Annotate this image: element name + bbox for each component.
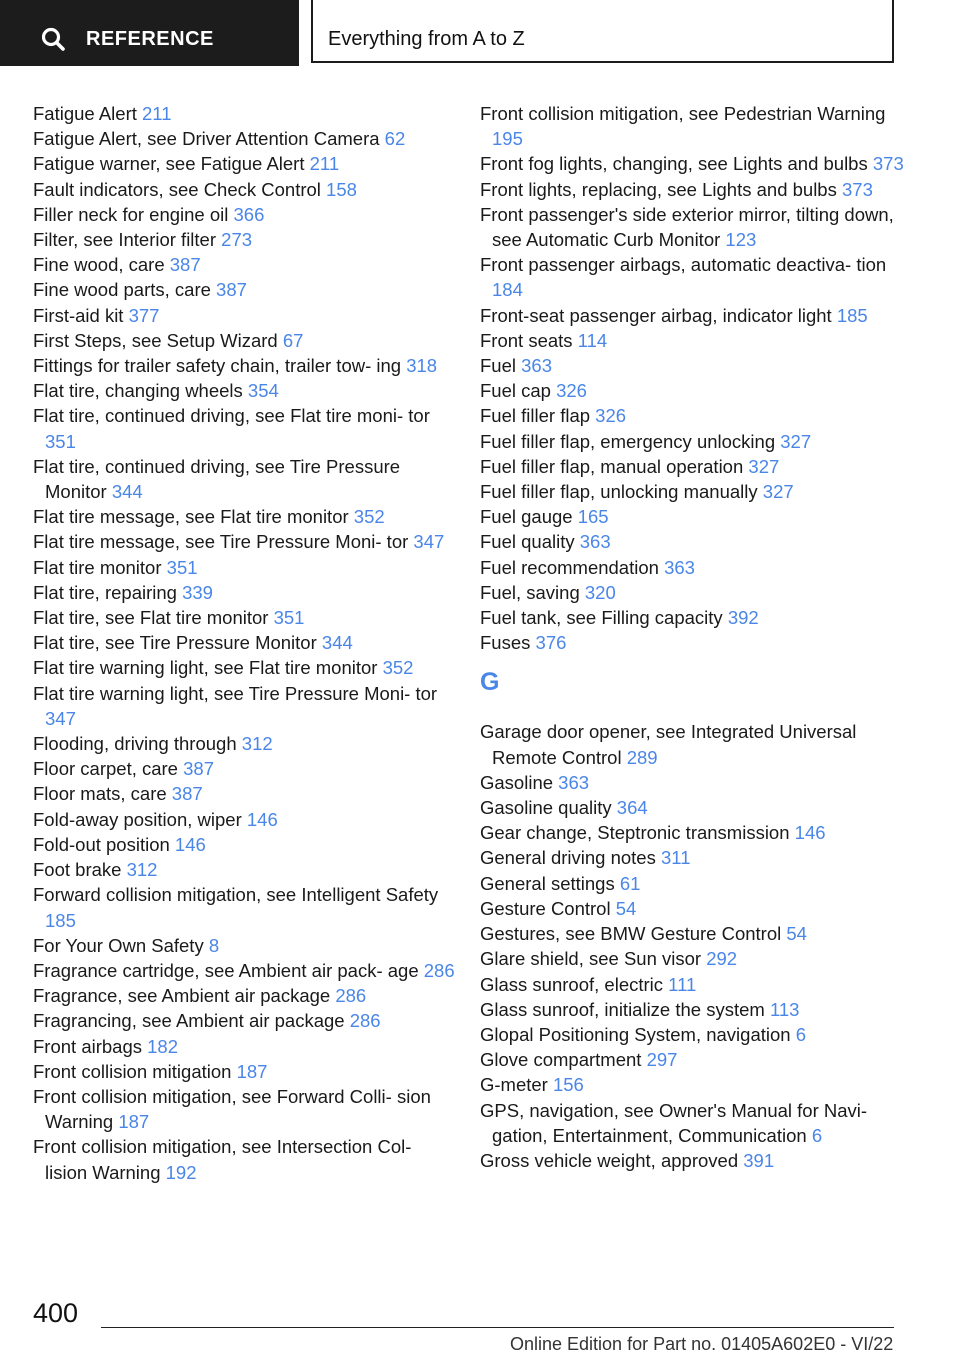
page-link[interactable]: 286 (349, 1010, 381, 1032)
index-entry-text: Fuel filler flap, emergency unlocking (480, 430, 776, 452)
index-entry (33, 403, 458, 453)
page-link[interactable]: 318 (406, 355, 438, 377)
index-entry-text: Gasoline quality (480, 797, 612, 819)
index-entry-text: GPS, navigation, see Owner's Manual for Navi‐ gation, Entertainment, Communication (480, 1099, 868, 1146)
page-link[interactable]: 8 (208, 934, 220, 956)
index-entry (480, 1072, 910, 1097)
index-entry (33, 504, 458, 529)
page-link[interactable]: 364 (616, 797, 648, 819)
index-entry-text: Fuel (480, 355, 516, 377)
index-entry-text: Fatigue warner, see Fatigue Alert (33, 153, 305, 175)
index-entry (33, 882, 458, 932)
page-link[interactable]: 286 (423, 959, 455, 981)
index-entry (33, 454, 458, 504)
page-link[interactable]: 327 (762, 481, 794, 503)
index-entry (33, 529, 458, 554)
index-entry (33, 580, 458, 605)
index-group-g (480, 719, 910, 1173)
index-entry (33, 731, 458, 756)
page-link[interactable]: 327 (748, 455, 780, 477)
index-entry (480, 1148, 910, 1173)
index-entry-text: Fragrancing, see Ambient air package (33, 1010, 345, 1032)
index-entry-text: Filter, see Interior filter (33, 229, 217, 251)
index-entry-text: Front lights, replacing, see Lights and bulbs (480, 178, 837, 200)
index-column-left (33, 101, 458, 1185)
index-entry-text: Fold-out position (33, 833, 170, 855)
index-entry (33, 857, 458, 882)
index-entry-text: Front-seat passenger airbag, indicator light (480, 304, 832, 326)
page-link[interactable]: 211 (309, 153, 340, 175)
page-link[interactable]: 111 (668, 973, 697, 995)
page-link[interactable]: 146 (174, 833, 206, 855)
index-entry (33, 807, 458, 832)
index-entry (480, 820, 910, 845)
page-link[interactable]: 156 (552, 1074, 584, 1096)
page-link[interactable]: 344 (321, 632, 353, 654)
index-entry (33, 202, 458, 227)
search-icon (40, 26, 66, 52)
index-entry-text: Front passenger's side exterior mirror, tilting down, see Automatic Curb Monitor (480, 203, 894, 251)
index-entry (480, 770, 910, 795)
index-entry (480, 605, 910, 630)
index-entry (33, 1134, 458, 1184)
index-entry-text: Fuel gauge (480, 506, 573, 528)
page-link[interactable]: 114 (577, 329, 608, 351)
index-entry-text: Front airbags (33, 1035, 142, 1057)
index-entry (33, 252, 458, 277)
page-link[interactable]: 158 (326, 178, 357, 200)
page-link[interactable]: 113 (769, 998, 800, 1020)
page-link[interactable]: 326 (556, 380, 587, 402)
page-link[interactable]: 363 (521, 355, 553, 377)
index-entry (33, 1034, 458, 1059)
index-entry (480, 845, 910, 870)
page-link[interactable]: 320 (584, 581, 616, 603)
index-entry-text: Fuel, saving (480, 581, 580, 603)
index-entry-text: Fuel filler flap, unlocking manually (480, 481, 758, 503)
index-entry-text: Fine wood, care (33, 254, 165, 276)
page-link[interactable]: 289 (626, 746, 658, 768)
page-link[interactable]: 373 (872, 153, 904, 175)
edition-note: Online Edition for Part no. 01405A602E0 - VI/22 (510, 1334, 894, 1354)
index-entry-text: Fatigue Alert, see Driver Attention Camera (33, 128, 380, 150)
index-entry (33, 555, 458, 580)
index-entry (33, 958, 458, 983)
index-entry-text: Fragrance, see Ambient air package (33, 985, 331, 1007)
index-entry-text: G-meter (480, 1074, 548, 1096)
index-entry-text: General settings (480, 872, 615, 894)
index-entry (33, 781, 458, 806)
index-entry (33, 151, 458, 176)
index-entry-text: Fuel filler flap (480, 405, 591, 427)
page-link[interactable]: 363 (664, 556, 695, 578)
index-entry (33, 1008, 458, 1033)
page-link[interactable]: 297 (646, 1049, 678, 1071)
index-entry-text: Flat tire warning light, see Flat tire monitor (33, 657, 378, 679)
index-entry-text: Fatigue Alert (33, 103, 137, 124)
reference-tab-label: REFERENCE (86, 28, 214, 50)
index-entry (480, 429, 910, 454)
index-entry (33, 655, 458, 680)
index-entry-text: General driving notes (480, 847, 656, 869)
index-entry (480, 1022, 910, 1047)
index-entry (480, 454, 910, 479)
index-entry-text: Front passenger airbags, automatic deactiva‐ tion (480, 254, 887, 276)
index-entry-text: Fragrance cartridge, see Ambient air pack‐ age (33, 959, 419, 981)
page-link[interactable]: 363 (558, 771, 590, 793)
index-entry (33, 277, 458, 302)
index-entry (480, 252, 910, 302)
footer-divider (101, 1327, 894, 1328)
index-entry-text: Flat tire warning light, see Tire Pressure Moni‐ tor (33, 682, 438, 704)
index-entry (33, 983, 458, 1008)
page-link[interactable]: 292 (706, 948, 738, 970)
index-entry (480, 1047, 910, 1072)
index-entry-text: Gesture Control (480, 897, 611, 919)
index-entry-text: Front collision mitigation, see Forward Colli‐ sion Warning (33, 1085, 431, 1133)
page-link[interactable]: 312 (241, 733, 273, 755)
index-entry-text: Front collision mitigation (33, 1060, 232, 1082)
index-entry-text: Flat tire monitor (33, 556, 162, 578)
index-entry-text: Floor mats, care (33, 783, 167, 805)
page-link[interactable]: 387 (183, 758, 214, 780)
page-link[interactable]: 67 (282, 329, 304, 351)
page-link[interactable]: 62 (384, 128, 406, 150)
index-entry-text: Fault indicators, see Check Control (33, 178, 321, 200)
index-entry-text: Floor carpet, care (33, 758, 178, 780)
page-link[interactable]: 182 (147, 1035, 179, 1057)
page-link[interactable]: 387 (171, 783, 203, 805)
page-link[interactable]: 351 (45, 430, 76, 452)
index-entry-text: Glopal Positioning System, navigation (480, 1023, 791, 1045)
index-entry-text: Glass sunroof, initialize the system (480, 998, 765, 1020)
index-column-right (480, 101, 910, 1173)
index-entry (33, 101, 458, 126)
index-entry (480, 403, 910, 428)
page-link[interactable]: 123 (725, 229, 757, 251)
index-entry (33, 933, 458, 958)
page-link[interactable]: 391 (743, 1149, 775, 1171)
index-entry (480, 871, 910, 896)
index-entry (480, 529, 910, 554)
page-link[interactable]: 366 (233, 203, 265, 225)
index-entry (33, 605, 458, 630)
index-entry (480, 972, 910, 997)
page-link[interactable]: 187 (236, 1060, 268, 1082)
index-entry (480, 555, 910, 580)
index-entry (33, 378, 458, 403)
page-link[interactable]: 352 (382, 657, 414, 679)
index-entry (33, 177, 458, 202)
index-entry (33, 303, 458, 328)
page-link[interactable]: 195 (492, 128, 523, 150)
index-entry (480, 202, 910, 252)
index-entry (480, 719, 910, 769)
index-entry-text: First-aid kit (33, 304, 124, 326)
index-entry (480, 921, 910, 946)
index-entry (480, 328, 910, 353)
index-entry (480, 997, 910, 1022)
index-entry-text: Forward collision mitigation, see Intelligent Safety (33, 884, 439, 906)
page-header (0, 0, 960, 66)
index-entry (33, 353, 458, 378)
index-entry-text: Front collision mitigation, see Pedestrian Warning (480, 103, 886, 124)
page-number: 400 (33, 1298, 79, 1328)
index-entry-text: Garage door opener, see Integrated Universal Remote Control (480, 721, 857, 768)
index-entry (480, 580, 910, 605)
index-entry-text: Gear change, Steptronic transmission (480, 822, 790, 844)
index-entry (480, 177, 910, 202)
index-entry (480, 378, 910, 403)
index-entry (33, 227, 458, 252)
index-entry-text: Flooding, driving through (33, 733, 237, 755)
index-entry (480, 896, 910, 921)
page-link[interactable]: 184 (492, 279, 523, 301)
index-entry-text: Fittings for trailer safety chain, trailer tow‐ ing (33, 355, 402, 377)
index-entry-text: Flat tire, repairing (33, 581, 177, 603)
page-link[interactable]: 311 (661, 847, 691, 869)
page-link[interactable]: 392 (727, 607, 759, 629)
index-entry-text: Front collision mitigation, see Intersection Col‐ lision Warning (33, 1136, 412, 1183)
index-entry-text: For Your Own Safety (33, 934, 204, 956)
page-link[interactable]: 146 (246, 808, 278, 830)
index-entry-text: Fine wood parts, care (33, 279, 211, 301)
index-entry (480, 479, 910, 504)
page-link[interactable]: 387 (216, 279, 247, 301)
index-entry (480, 101, 910, 151)
index-group-f (480, 101, 910, 655)
index-entry-text: Flat tire, changing wheels (33, 380, 243, 402)
page-link[interactable]: 185 (836, 304, 868, 326)
index-entry-text: Fuel tank, see Filling capacity (480, 607, 723, 629)
index-entry (480, 303, 910, 328)
page-link[interactable]: 363 (579, 531, 611, 553)
section-title: Everything from A to Z (328, 28, 525, 50)
page-link[interactable]: 347 (413, 531, 445, 553)
index-entry (480, 353, 910, 378)
index-entry (33, 1059, 458, 1084)
index-entry-text: Glare shield, see Sun visor (480, 948, 702, 970)
index-entry-text: Flat tire, see Tire Pressure Monitor (33, 632, 317, 654)
page-link[interactable]: 352 (353, 506, 385, 528)
index-entry-text: Fuses (480, 632, 531, 654)
reference-tab[interactable] (0, 0, 299, 66)
index-entry-text: Front seats (480, 329, 573, 351)
page-link[interactable]: 351 (273, 607, 305, 629)
page-link[interactable]: 312 (126, 859, 158, 881)
index-entry-text: Flat tire message, see Tire Pressure Moni‐ tor (33, 531, 409, 553)
index-entry-text: Gestures, see BMW Gesture Control (480, 923, 782, 945)
page-link[interactable]: 61 (619, 872, 641, 894)
section-letter-g: G (480, 668, 500, 697)
index-entry (33, 630, 458, 655)
index-entry (33, 756, 458, 781)
index-entry (33, 681, 458, 731)
page-link[interactable]: 373 (842, 178, 873, 200)
page-link[interactable]: 376 (535, 632, 567, 654)
index-entry-text: Fold-away position, wiper (33, 808, 242, 830)
page-link[interactable]: 185 (45, 909, 76, 931)
page-link[interactable]: 6 (811, 1124, 823, 1146)
index-entry-text: First Steps, see Setup Wizard (33, 329, 278, 351)
index-entry (480, 795, 910, 820)
index-entry (480, 630, 910, 655)
index-entry-text: Glass sunroof, electric (480, 973, 664, 995)
index-entry-text: Gasoline (480, 771, 554, 793)
page-link[interactable]: 327 (780, 430, 812, 452)
page-link[interactable]: 187 (118, 1111, 150, 1133)
page-link[interactable]: 387 (169, 254, 201, 276)
index-entry-text: Glove compartment (480, 1049, 642, 1071)
index-entry-text: Gross vehicle weight, approved (480, 1149, 739, 1171)
index-entry (480, 1098, 910, 1148)
page-link[interactable]: 339 (182, 581, 213, 603)
page-link[interactable]: 6 (795, 1023, 806, 1045)
page-link[interactable]: 347 (45, 707, 76, 729)
index-entry-text: Front fog lights, changing, see Lights and bulbs (480, 153, 868, 175)
index-entry-text: Flat tire, continued driving, see Flat tire moni‐ tor (33, 405, 430, 427)
page-link[interactable]: 326 (595, 405, 627, 427)
page-link[interactable]: 344 (111, 481, 143, 503)
page-link[interactable]: 273 (221, 229, 253, 251)
page-link[interactable]: 54 (615, 897, 637, 919)
index-entry-text: Foot brake (33, 859, 122, 881)
index-entry-text: Fuel quality (480, 531, 575, 553)
index-entry-text: Filler neck for engine oil (33, 203, 229, 225)
index-entry (33, 328, 458, 353)
page-link[interactable]: 146 (794, 822, 826, 844)
index-entry (33, 126, 458, 151)
index-entry-text: Fuel cap (480, 380, 551, 402)
index-entry-text: Fuel filler flap, manual operation (480, 455, 744, 477)
page-link[interactable]: 211 (142, 103, 172, 124)
index-entry (33, 832, 458, 857)
page-link[interactable]: 286 (335, 985, 367, 1007)
page-link[interactable]: 165 (577, 506, 609, 528)
index-entry-text: Flat tire message, see Flat tire monitor (33, 506, 349, 528)
page-link[interactable]: 354 (247, 380, 279, 402)
index-entry (480, 504, 910, 529)
index-entry-text: Flat tire, continued driving, see Tire Pressure Monitor (33, 455, 401, 503)
page-link[interactable]: 351 (166, 556, 198, 578)
index-entry-text: Flat tire, see Flat tire monitor (33, 607, 269, 629)
index-entry (33, 1084, 458, 1134)
index-entry-text: Fuel recommendation (480, 556, 659, 578)
index-entry (480, 946, 910, 971)
page-link[interactable]: 377 (128, 304, 160, 326)
index-entry (480, 151, 910, 176)
page-link[interactable]: 192 (165, 1161, 197, 1183)
section-title-box (311, 0, 894, 63)
page-link[interactable]: 54 (786, 923, 807, 945)
